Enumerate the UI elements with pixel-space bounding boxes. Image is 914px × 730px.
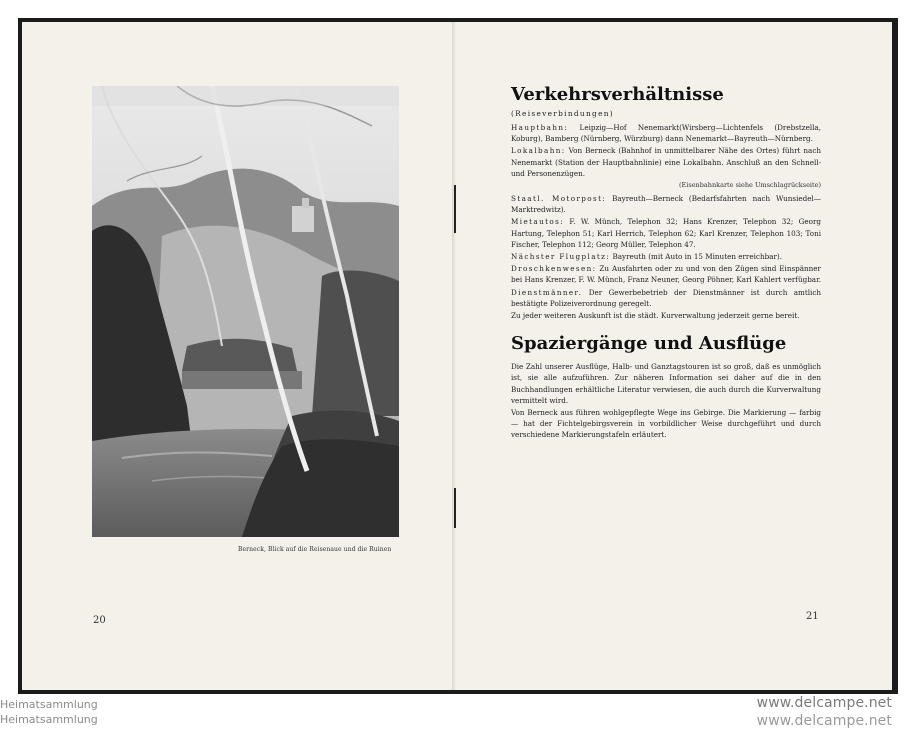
right-page-number: 21 — [806, 611, 819, 622]
text-hauptbahn: Leipzig—Hof Nenemarkt(Wirsberg—Lichtenfels (Drebstzella, Koburg), Bamberg (Nürnberg, Würzburg) dann Nenemarkt—Bayreuth—Nürnberg. — [511, 123, 821, 144]
left-page-number: 20 — [93, 615, 106, 626]
binding-mark-bottom — [454, 488, 456, 528]
railway-map-note: (Eisenbahnkarte siehe Umschlagrückseite) — [679, 181, 821, 190]
text-dienstmaenner: Der Gewerbebetrieb der Dienstmänner ist durch amtlich bestätigte Polizeiverordnung geregelt. — [511, 287, 821, 308]
paragraph-motorpost — [511, 193, 821, 215]
paragraph-mietautos — [511, 216, 821, 250]
paragraph-droschken — [511, 263, 821, 285]
photo-caption: Berneck, Blick auf die Reisenaue und die Ruinen — [238, 546, 392, 553]
section-subtitle-reise: (Reiseverbindungen) — [511, 109, 614, 118]
right-page-text — [511, 84, 821, 442]
watermark-left-bottom: Heimatsammlung — [0, 713, 98, 726]
paragraph-hauptbahn — [511, 122, 821, 144]
text-auskunft: Zu jeder weiteren Auskunft ist die städt. Kurverwaltung jederzeit gerne bereit. — [511, 311, 800, 321]
photo-image — [92, 86, 399, 537]
term-hauptbahn: Hauptbahn: — [511, 123, 569, 132]
term-lokalbahn: Lokalbahn: — [511, 146, 566, 156]
paragraph-auskunft — [511, 310, 821, 321]
watermark-right-bottom: www.delcampe.net — [756, 713, 892, 729]
paragraph-dienstmaenner — [511, 287, 821, 309]
text-mietautos: F. W. Münch, Telephon 32; Hans Krenzer, Telephon 32; Georg Hartung, Telephon 51; Karl Herrich, Telephon 62; Karl Krenzer, Telephon 103; Toni Fischer, Telephon 112; Georg Müller, Telephon 47. — [511, 217, 821, 249]
term-flugplatz: Nächster Flugplatz: — [511, 252, 611, 262]
term-droschken: Droschkenwesen: — [511, 264, 597, 274]
section-title-spaziergaenge: Spaziergänge und Ausflüge — [511, 333, 787, 355]
landscape-photo — [92, 86, 399, 537]
section-title-verkehr: Verkehrsverhältnisse — [511, 84, 724, 105]
term-dienstmaenner: Dienstmänner. — [511, 287, 583, 297]
term-mietautos: Mietautos: — [511, 217, 565, 227]
paragraph-ausfluege-2: Von Berneck aus führen wohlgepflegte Wege ins Gebirge. Die Markierung — farbig — hat der Fichtelgebirgsverein in vorbildlicher Weise durchgeführt und durch verschiedene Markierungstafeln erläutert. — [511, 408, 821, 440]
paragraph-flugplatz — [511, 251, 821, 262]
paragraph-lokalbahn — [511, 145, 821, 179]
watermark-right-top: www.delcampe.net — [756, 695, 892, 711]
binding-mark-top — [454, 185, 456, 233]
watermark-left-top: Heimatsammlung — [0, 698, 98, 711]
paragraph-ausfluege-1: Die Zahl unserer Ausflüge, Halb- und Ganztagstouren ist so groß, daß es unmöglich ist, sie alle aufzuführen. Zur näheren Information sei daher auf die in den Buchhandlungen erhältliche Literatur verwiesen, die auch durch die Kurverwaltung vermittelt wird. — [511, 362, 821, 405]
term-motorpost: Staatl. Motorpost: — [511, 194, 607, 204]
text-lokalbahn: Von Berneck (Bahnhof in unmittelbarer Nähe des Ortes) führt nach Nenemarkt (Station der Hauptbahnlinie) eine Lokalbahn. Anschluß an den Schnell- und Personenzügen. — [511, 146, 821, 178]
text-motorpost: Bayreuth—Berneck (Bedarfsfahrten nach Wunsiedel—Marktredwitz). — [511, 194, 821, 215]
text-flugplatz: Bayreuth (mit Auto in 15 Minuten erreichbar). — [610, 252, 782, 262]
text-droschken: Zu Ausfahrten oder zu und von den Zügen sind Einspänner bei Hans Krenzer, F. W. Münch, Franz Neuner, Georg Pöhner, Karl Kahlert verfügbar. — [511, 264, 822, 285]
